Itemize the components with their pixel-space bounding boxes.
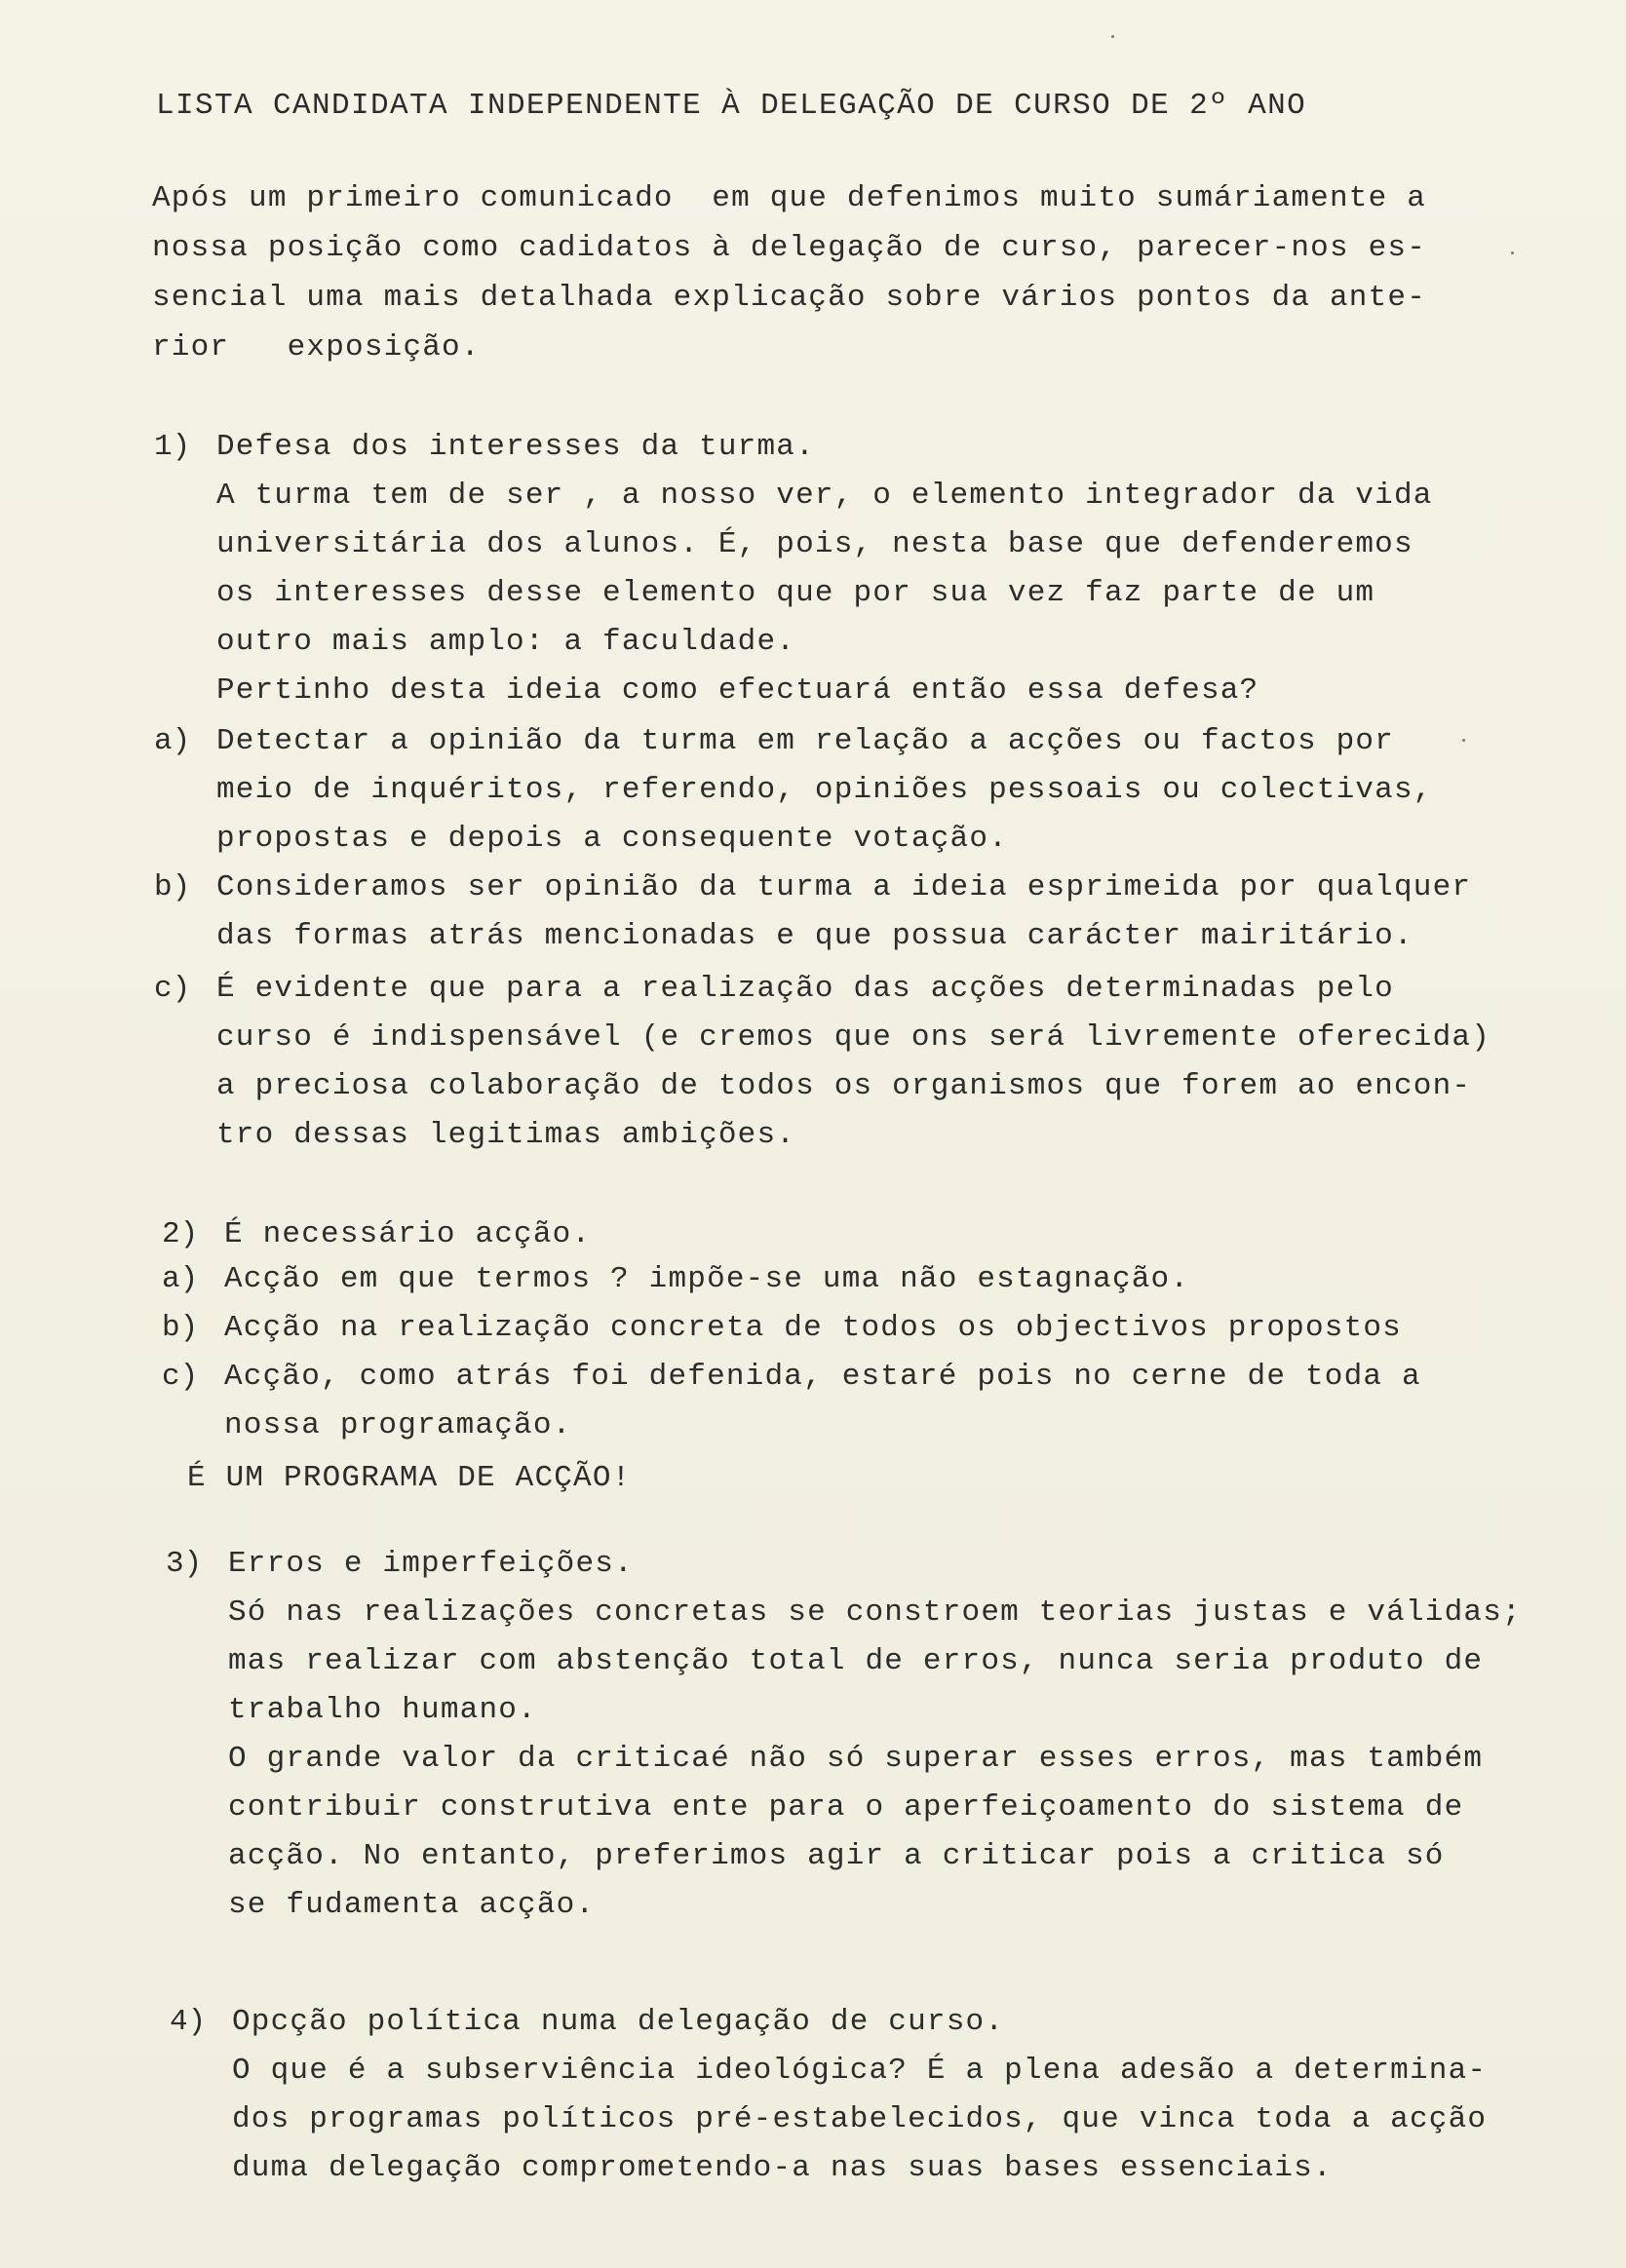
section-3-line: acção. No entanto, preferimos agir a criticar pois a critica só	[228, 1839, 1445, 1873]
section-1-line: A turma tem de ser , a nosso ver, o elemento integrador da vida	[216, 479, 1433, 513]
section-2-heading: É necessário acção.	[224, 1217, 592, 1251]
item-2a-line: Acção em que termos ? impõe-se uma não estagnação.	[224, 1262, 1190, 1296]
item-1c-line: tro dessas legitimas ambições.	[216, 1118, 796, 1152]
item-1a-line: meio de inquéritos, referendo, opiniões pessoais ou colectivas,	[216, 773, 1433, 807]
item-1b-line: das formas atrás mencionadas e que possua carácter mairitário.	[216, 919, 1413, 953]
section-4-marker: 4)	[170, 2005, 207, 2039]
section-3-line: Só nas realizações concretas se constroem teorias justas e válidas;	[228, 1595, 1522, 1630]
intro-line: Após um primeiro comunicado em que defenimos muito sumáriamente a	[152, 181, 1426, 215]
section-3-line: contribuir construtiva ente para o aperfeiçoamento do sistema de	[228, 1790, 1464, 1825]
section-4-heading: Opcção política numa delegação de curso.	[232, 2005, 1005, 2039]
item-2b-line: Acção na realização concreta de todos os objectivos propostos	[224, 1311, 1402, 1345]
section-1-line: universitária dos alunos. É, pois, nesta base que defenderemos	[216, 527, 1413, 561]
section-2-marker: 2)	[162, 1217, 199, 1251]
item-1b-line: Consideramos ser opinião da turma a ideia esprimeida por qualquer	[216, 870, 1472, 904]
section-1-heading: Defesa dos interesses da turma.	[216, 430, 815, 464]
paper-speck	[1511, 251, 1514, 254]
paper-speck	[1111, 35, 1114, 38]
item-2c-line: Acção, como atrás foi defenida, estaré pois no cerne de toda a	[224, 1360, 1421, 1394]
section-3-line: trabalho humano.	[228, 1693, 537, 1727]
item-2c-marker: c)	[162, 1360, 199, 1394]
intro-line: sencial uma mais detalhada explicação sobre vários pontos da ante-	[152, 281, 1426, 315]
section-1-marker: 1)	[154, 430, 191, 464]
item-1b-marker: b)	[154, 870, 191, 904]
item-2c-line: nossa programação.	[224, 1408, 572, 1442]
section-4-line: dos programas políticos pré-estabelecidos, que vinca toda a acção	[232, 2102, 1488, 2136]
section-1-line: os interesses desse elemento que por sua vez faz parte de um	[216, 576, 1375, 610]
item-1a-line: propostas e depois a consequente votação.	[216, 822, 1008, 856]
item-1c-line: curso é indispensável (e cremos que ons será livremente oferecida)	[216, 1020, 1490, 1055]
intro-line: nossa posição como cadidatos à delegação de curso, parecer-nos es-	[152, 231, 1426, 265]
paper-speck	[1462, 739, 1465, 742]
section-4-line: O que é a subserviência ideológica? É a plena adesão a determina-	[232, 2054, 1488, 2088]
item-2a-marker: a)	[162, 1262, 199, 1296]
intro-line: rior exposição.	[152, 330, 481, 365]
item-1c-line: É evidente que para a realização das acções determinadas pelo	[216, 972, 1394, 1006]
section-1-line: Pertinho desta ideia como efectuará então essa defesa?	[216, 673, 1259, 708]
section-3-marker: 3)	[166, 1547, 203, 1581]
item-1a-line: Detectar a opinião da turma em relação a acções ou factos por	[216, 724, 1394, 758]
section-3-line: mas realizar com abstenção total de erros, nunca seria produto de	[228, 1644, 1484, 1678]
section-2-slogan: É UM PROGRAMA DE ACÇÃO!	[187, 1461, 632, 1495]
section-3-heading: Erros e imperfeições.	[228, 1547, 634, 1581]
section-3-line: se fudamenta acção.	[228, 1888, 596, 1922]
document-title: LISTA CANDIDATA INDEPENDENTE À DELEGAÇÃO DE CURSO DE 2º ANO	[156, 89, 1307, 123]
item-2b-marker: b)	[162, 1311, 199, 1345]
section-4-line: duma delegação comprometendo-a nas suas bases essenciais.	[232, 2151, 1333, 2185]
item-1c-marker: c)	[154, 972, 191, 1006]
item-1c-line: a preciosa colaboração de todos os organismos que forem ao encon-	[216, 1069, 1472, 1103]
section-1-line: outro mais amplo: a faculdade.	[216, 625, 796, 659]
section-3-line: O grande valor da criticaé não só superar esses erros, mas também	[228, 1742, 1484, 1776]
item-1a-marker: a)	[154, 724, 191, 758]
